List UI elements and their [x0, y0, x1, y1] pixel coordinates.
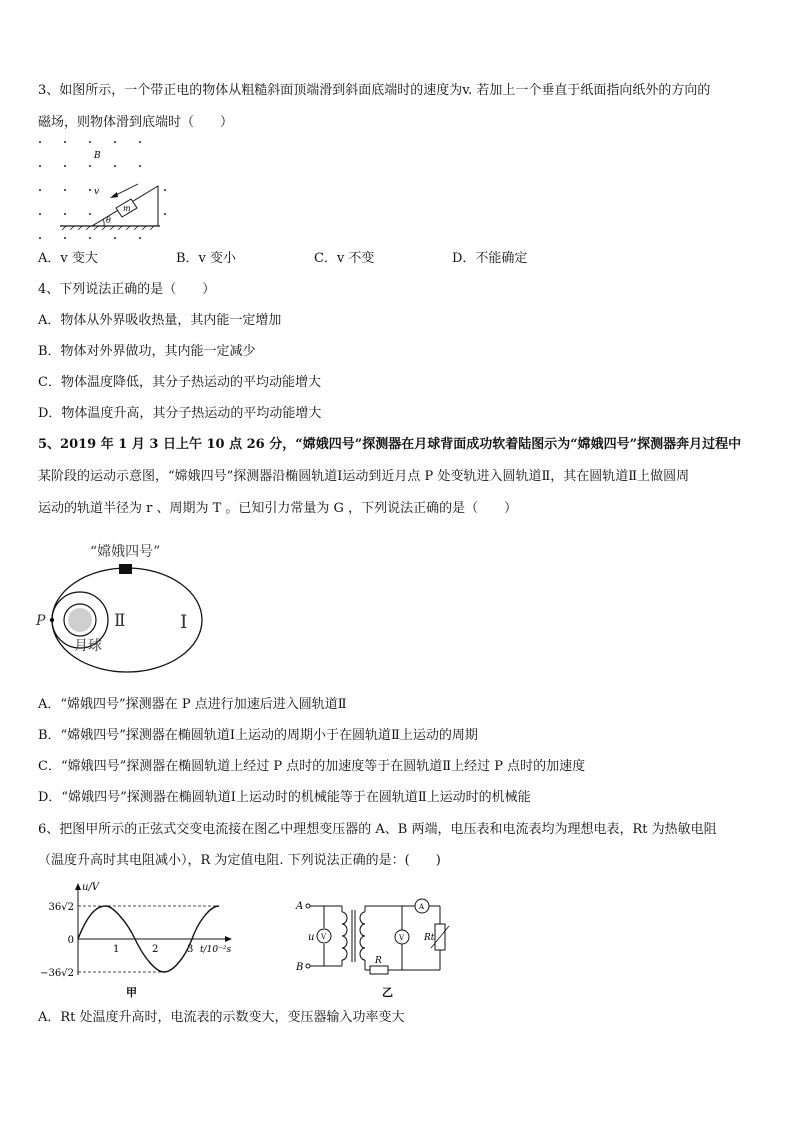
- field-label: B: [94, 151, 101, 161]
- input-voltage-label: u: [308, 932, 315, 943]
- q4-option-b: B．物体对外界做功，其内能一定减少: [38, 344, 256, 359]
- orbit-1-label: Ⅰ: [180, 611, 188, 633]
- thermistor-label: Rt: [424, 933, 435, 943]
- terminal-b-label: B: [296, 962, 304, 973]
- q5-option-d: D．“嫦娥四号”探测器在椭圆轨道Ⅰ上运动时的机械能等于在圆轨道Ⅱ上运动时的机械能: [38, 790, 531, 805]
- q5-stem-line1: 5、2019 年 1 月 3 日上午 10 点 26 分，“嫦娥四号”探测器在月球背面成功软着陆图示为“嫦娥四号”探测器奔月过程中: [38, 437, 742, 452]
- graph-caption: 甲: [126, 986, 137, 999]
- q3-option-d: D．不能确定: [452, 251, 528, 266]
- secondary-coil: [360, 912, 365, 960]
- tick-label-2: 2: [152, 944, 159, 955]
- q5-stem-line2: 某阶段的运动示意图，“嫦娥四号”探测器沿椭圆轨道Ⅰ运动到近月点 P 处变轨进入圆轨道Ⅱ，其在圆轨道Ⅱ上做圆周: [38, 469, 690, 484]
- q6-stem-line2: （温度升高时其电阻减小），R 为定值电阻. 下列说法正确的是：( ): [38, 853, 441, 868]
- primary-voltmeter-label: V: [321, 933, 327, 941]
- q4-option-c: C．物体温度降低，其分子热运动的平均动能增大: [38, 375, 321, 390]
- y-axis-label: u/V: [82, 882, 100, 893]
- q3-option-c: C．v 不变: [314, 251, 375, 266]
- q3-option-a: A．v 变大: [38, 251, 98, 266]
- velocity-label: v: [94, 187, 100, 197]
- y-max-label: 36√2: [48, 902, 74, 913]
- tick-label-3: 3: [187, 944, 194, 955]
- secondary-voltmeter-label: V: [399, 934, 405, 942]
- q5-option-b: B．“嫦娥四号”探测器在椭圆轨道Ⅰ上运动的周期小于在圆轨道Ⅱ上运动的周期: [38, 728, 478, 743]
- circuit-caption: 乙: [382, 986, 393, 999]
- theta-label: θ: [106, 216, 111, 225]
- q3-stem-line1: 3、如图所示，一个带正电的物体从粗糙斜面顶端滑到斜面底端时的速度为v. 若加上一个垂直于纸面指向纸外的方向的: [38, 83, 711, 98]
- moon-label: 月球: [74, 638, 102, 654]
- magnetic-field-dots: [39, 141, 166, 239]
- q5-option-a: A．“嫦娥四号”探测器在 P 点进行加速后进入圆轨道Ⅱ: [38, 697, 347, 712]
- q6-option-a: A．Rt 处温度升高时，电流表的示数变大，变压器输入功率变大: [38, 1010, 405, 1025]
- primary-coil: [342, 912, 347, 960]
- q4-stem: 4、下列说法正确的是（ ）: [38, 282, 216, 297]
- q4-option-a: A．物体从外界吸收热量，其内能一定增加: [38, 313, 282, 328]
- p-label: P: [36, 613, 46, 629]
- q5-orbit-figure: [34, 538, 214, 658]
- ammeter-label: A: [419, 903, 425, 911]
- tick-label-1: 1: [113, 944, 120, 955]
- q3-option-b: B．v 变小: [176, 251, 237, 266]
- zero-label: 0: [67, 935, 74, 946]
- point-p: [50, 618, 54, 622]
- q6-circuit-figure: [290, 890, 460, 1000]
- q4-option-d: D．物体温度升高，其分子热运动的平均动能增大: [38, 406, 322, 421]
- y-min-label: −36√2: [40, 968, 74, 979]
- fixed-resistor: [370, 966, 388, 974]
- q6-stem-line1: 6、把图甲所示的正弦式交变电流接在图乙中理想变压器的 A、B 两端，电压表和电流表均为理想电表，Rt 为热敏电阻: [38, 822, 717, 837]
- probe-label: “嫦娥四号”: [90, 544, 161, 560]
- x-axis-label: t/10⁻²s: [200, 945, 232, 955]
- probe-icon: [119, 564, 132, 574]
- q3-incline-figure: [30, 136, 170, 246]
- terminal-a-label: A: [296, 901, 304, 912]
- q5-stem-line3: 运动的轨道半径为 r 、周期为 T 。已知引力常量为 G ，下列说法正确的是（ ）: [38, 501, 518, 516]
- q5-option-c: C．“嫦娥四号”探测器在椭圆轨道上经过 P 点时的加速度等于在圆轨道Ⅱ上经过 P 点时的加速度: [38, 759, 586, 774]
- orbit-2-label: Ⅱ: [114, 611, 126, 631]
- resistor-label: R: [375, 956, 382, 966]
- mass-label: m: [123, 204, 131, 213]
- q3-stem-line2: 磁场，则物体滑到底端时（ ）: [38, 115, 234, 130]
- q6-voltage-graph: [40, 880, 240, 1000]
